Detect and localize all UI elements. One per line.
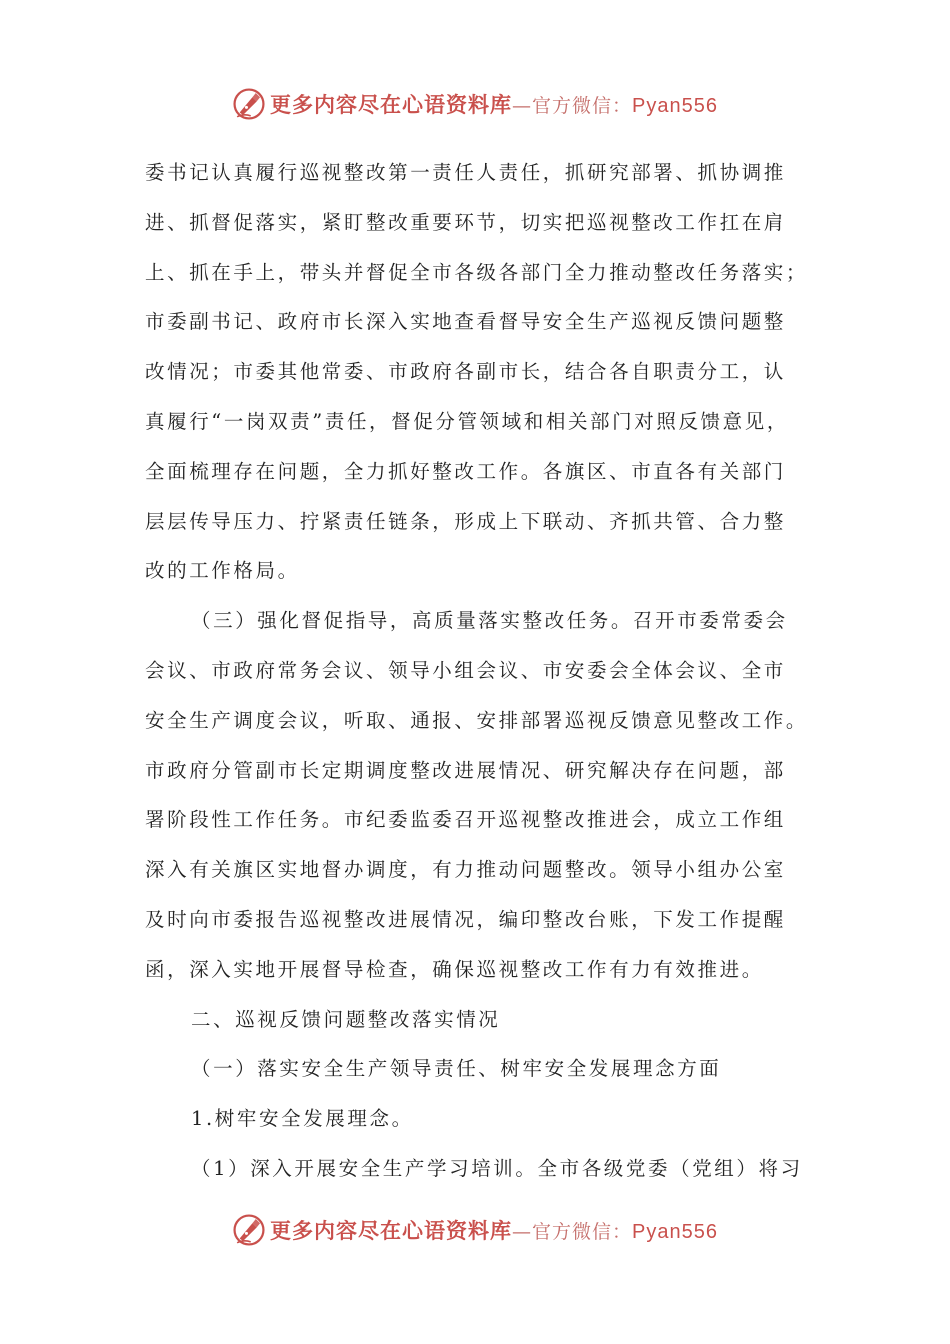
footer-banner-wechat-label: 官方微信： xyxy=(532,1221,633,1243)
footer-banner-title: 更多内容尽在心语资料库 xyxy=(270,1218,512,1243)
paragraph-line: 全面梳理存在问题，全力抓好整改工作。各旗区、市直各有关部门 xyxy=(145,459,786,483)
paragraph-line: 安全生产调度会议，听取、通报、安排部署巡视反馈意见整改工作。 xyxy=(145,708,809,732)
header-banner xyxy=(0,82,950,126)
paragraph-line: 委书记认真履行巡视整改第一责任人责任，抓研究部署、抓协调推 xyxy=(145,161,786,184)
pen-nib-logo-icon xyxy=(232,1213,266,1247)
header-banner-wechat-label: 官方微信： xyxy=(532,95,633,117)
paragraph-line: 深入有关旗区实地督办调度，有力推动问题整改。领导小组办公室 xyxy=(145,858,786,882)
section-paragraph-start: （1）深入开展安全生产学习培训。全市各级党委（党组）将习 xyxy=(191,1156,803,1180)
paragraph-line: 层层传导压力、拧紧责任链条，形成上下联动、齐抓共管、合力整 xyxy=(145,509,786,533)
header-banner-text xyxy=(270,89,718,119)
footer-banner-text xyxy=(270,1215,718,1245)
paragraph-line: 进、抓督促落实，紧盯整改重要环节，切实把巡视整改工作扛在肩 xyxy=(145,210,786,234)
paragraph-line: 市委副书记、政府市长深入实地查看督导安全生产巡视反馈问题整 xyxy=(145,310,786,334)
paragraph-line: 改的工作格局。 xyxy=(145,559,300,583)
paragraph-line: 改情况；市委其他常委、市政府各副市长，结合各自职责分工，认 xyxy=(145,360,786,384)
paragraph-line: 市政府分管副市长定期调度整改进展情况、研究解决存在问题，部 xyxy=(145,758,786,782)
pen-nib-logo-icon xyxy=(232,87,266,121)
footer-banner-dash: — xyxy=(512,1221,532,1243)
section-paragraph-start: （三）强化督促指导，高质量落实整改任务。召开市委常委会 xyxy=(191,609,788,633)
paragraph-line: 上、抓在手上，带头并督促全市各级各部门全力推动整改任务落实； xyxy=(145,260,809,284)
footer-banner xyxy=(0,1208,950,1252)
item-heading: 1.树牢安全发展理念。 xyxy=(191,1107,414,1131)
footer-banner-wechat-id: Pyan556 xyxy=(632,1221,718,1243)
section-heading: 二、巡视反馈问题整改落实情况 xyxy=(191,1007,501,1031)
header-banner-title: 更多内容尽在心语资料库 xyxy=(270,92,512,117)
paragraph-line: 会议、市政府常务会议、领导小组会议、市安委会全体会议、全市 xyxy=(145,658,786,682)
paragraph-line: 署阶段性工作任务。市纪委监委召开巡视整改推进会，成立工作组 xyxy=(145,808,786,832)
header-banner-wechat-id: Pyan556 xyxy=(632,95,718,117)
header-banner-dash: — xyxy=(512,95,532,117)
paragraph-line: 及时向市委报告巡视整改进展情况，编印整改台账，下发工作提醒 xyxy=(145,907,786,931)
document-body xyxy=(145,148,815,1194)
paragraph-line: 函，深入实地开展督导检查，确保巡视整改工作有力有效推进。 xyxy=(145,957,764,981)
subsection-heading: （一）落实安全生产领导责任、树牢安全发展理念方面 xyxy=(191,1057,722,1081)
paragraph-line: 真履行“一岗双责”责任，督促分管领域和相关部门对照反馈意见， xyxy=(145,409,789,433)
